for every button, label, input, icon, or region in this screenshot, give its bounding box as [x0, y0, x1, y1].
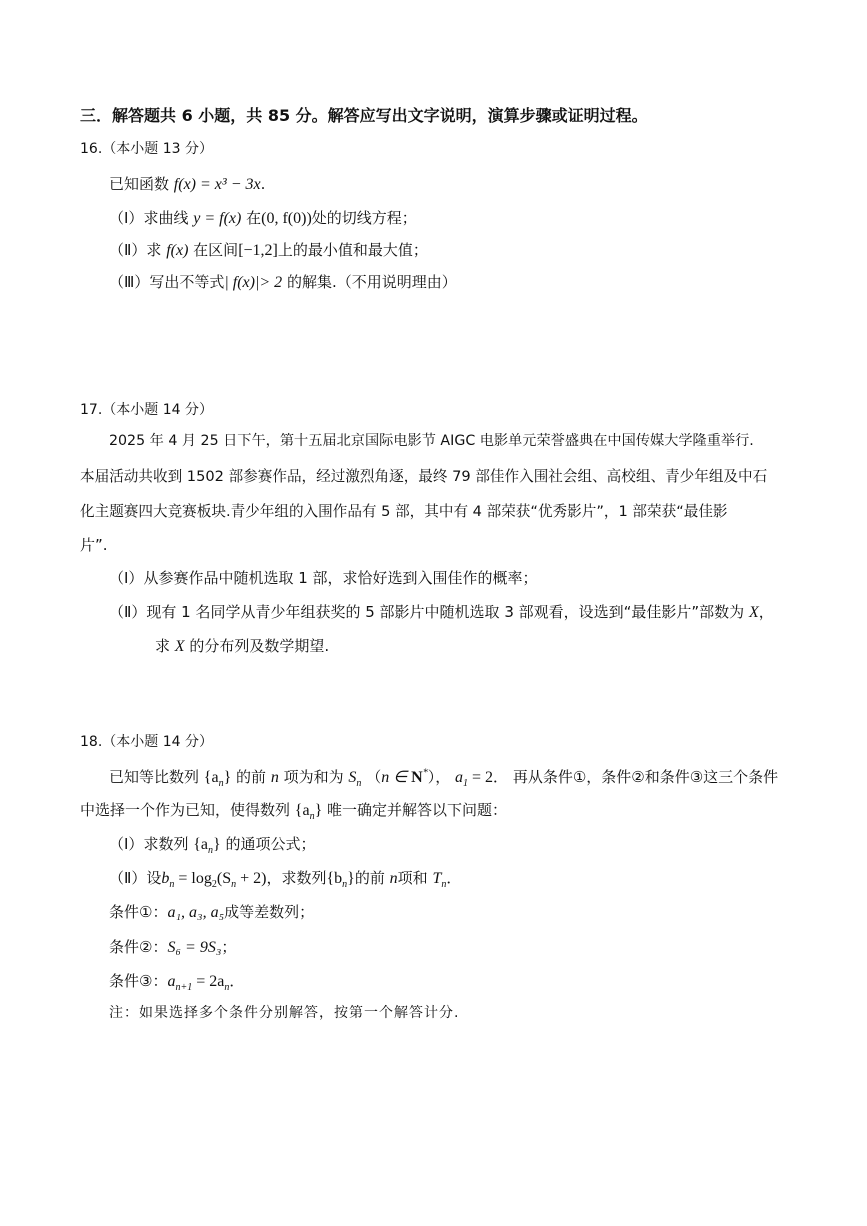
q18-p1-text-b: 的通项公式； — [225, 835, 316, 853]
q18-intro-line2-b: 唯一确定并解答以下问题： — [327, 801, 508, 819]
q18-c2-text: ； — [221, 938, 237, 956]
q18-part2 — [109, 868, 461, 889]
q17-p2-label: （Ⅱ） — [109, 603, 147, 621]
q18-p1-text-a: 求数列 — [143, 835, 189, 853]
q18-intro-line1 — [109, 767, 778, 788]
q17-part2 — [109, 602, 774, 623]
q18-seq-a-2: $\{a_n\}$ — [294, 802, 323, 823]
q18-c3-label: 条件③： — [109, 972, 168, 990]
q18-seq-a: $\{a_n\}$ — [203, 769, 232, 790]
q18-intro-line2-a: 中选择一个作为已知，使得数列 — [80, 801, 291, 819]
q18-p2-math: $b_n = \log_2(S_n + 2)$ — [161, 870, 267, 891]
q18-intro-line2 — [80, 800, 507, 821]
q16-p1-label: （Ⅰ） — [109, 209, 144, 227]
q18-paren-open: （ — [366, 768, 382, 786]
q17-part2-line2 — [155, 636, 329, 657]
q18-condition1 — [109, 902, 314, 923]
q18-s-var: $S_n$ — [348, 769, 362, 790]
q18-p2-label: （Ⅱ） — [109, 869, 147, 887]
q17-part1 — [109, 568, 538, 588]
q18-intro-b: 的前 — [236, 768, 267, 786]
q16-p1-math-a: y = f(x) — [193, 210, 242, 227]
q16-p3-math-a: | f(x)|> 2 — [224, 274, 283, 291]
q18-p2-text-d: 项和 — [397, 869, 428, 887]
q17-p1-label: （Ⅰ） — [109, 569, 144, 587]
q18-c3-math: $a_{n+1} = 2a_n$ — [167, 973, 230, 994]
q18-seq-b: $\{b_n\}$ — [326, 870, 355, 891]
q17-p2-line2-b: 的分布列及数学期望. — [189, 637, 330, 655]
q18-cond: n ∈ N* — [381, 767, 428, 786]
q16-p2-text-b: 在区间 — [193, 241, 239, 259]
q18-c1-label: 条件①： — [109, 903, 168, 921]
q16-p1-math-b: (0, f(0)) — [261, 210, 312, 227]
q16-p3-text-b: 的解集.（不用说明理由） — [286, 273, 457, 291]
q18-n-var: n — [270, 769, 279, 786]
q16-p1-text-b: 在 — [246, 209, 262, 227]
q18-paren-close: ）， — [427, 768, 451, 786]
q17-header: 17.（本小题 14 分） — [80, 402, 213, 418]
q16-p1-text-a: 求曲线 — [143, 209, 189, 227]
q16-p2-label: （Ⅱ） — [109, 241, 147, 259]
q16-p1-text-c: 处的切线方程； — [311, 209, 417, 227]
q18-intro-a: 已知等比数列 — [109, 768, 200, 786]
q18-p2-text-c: 的前 — [354, 869, 385, 887]
q17-p2-text: 现有 1 名同学从青少年组获奖的 5 部影片中随机选取 3 部观看，设选到“最佳影片”部数为 — [146, 603, 745, 621]
q17-p2-line2-a: 求 — [155, 637, 171, 655]
q16-p2-text-a: 求 — [146, 241, 162, 259]
q18-c3-text: ． — [229, 972, 245, 990]
q16-function-def: f(x) = x³ − 3x — [173, 176, 261, 193]
q17-p1-text: 从参赛作品中随机选取 1 部，求恰好选到入围佳作的概率； — [143, 569, 538, 587]
q16-header: 16.（本小题 13 分） — [80, 141, 213, 157]
q17-para-line4: 片”. — [80, 536, 108, 554]
q18-condition2 — [109, 937, 236, 958]
q17-p2-line2-var: X — [174, 638, 185, 655]
q16-intro: 已知函数 f(x) = x³ − 3x. — [109, 175, 266, 193]
section-heading: 三．解答题共 6 小题，共 85 分。解答应写出文字说明，演算步骤或证明过程。 — [80, 106, 648, 125]
q18-c1-math: a₁, a₃, a₅ — [167, 904, 225, 921]
q16-part2 — [109, 240, 428, 261]
q17-para-line2: 本届活动共收到 1502 部参赛作品，经过激烈角逐，最终 79 部佳作入围社会组、高校组、青少年组及中石 — [80, 468, 768, 485]
q18-c2-label: 条件②： — [109, 938, 168, 956]
q18-c1-text: 成等差数列； — [224, 903, 315, 921]
q16-intro-text: 已知函数 — [109, 175, 170, 193]
q17-p2-var: X — [748, 604, 759, 621]
q16-p2-text-c: 上的最小值和最大值； — [277, 241, 428, 259]
q18-intro-d: ． 再从条件①，条件②和条件③这三个条件 — [493, 768, 779, 786]
q18-intro-c: 项为和为 — [283, 768, 344, 786]
q18-p1-label: （Ⅰ） — [109, 835, 144, 853]
q18-c2-math: S₆ = 9S₃ — [167, 939, 222, 956]
q18-note: 注：如果选择多个条件分别解答，按第一个解答计分. — [109, 1005, 460, 1021]
q16-p3-text-a: 写出不等式 — [149, 273, 225, 291]
q18-p2-end: ． — [446, 869, 462, 887]
q16-p3-label: （Ⅲ） — [109, 273, 150, 291]
q18-a1: $a_1 = 2$ — [455, 769, 494, 790]
q16-part3 — [109, 272, 457, 293]
q17-p2-end: ， — [758, 603, 774, 621]
q16-p2-math-b: [−1,2] — [238, 242, 278, 259]
q17-para-line1: 2025 年 4 月 25 日下午，第十五届北京国际电影节 AIGC 电影单元荣誉盛典在中国传媒大学隆重举行. — [109, 433, 754, 449]
q18-p2-text-b: ，求数列 — [266, 869, 327, 887]
q18-seq-a-3: $\{a_n\}$ — [193, 836, 221, 857]
q17-para-line3: 化主题赛四大竞赛板块.青少年组的入围作品有 5 部，其中有 4 部荣获“优秀影片”，1 部荣获“最佳影 — [80, 503, 728, 520]
q18-p2-n: n — [389, 870, 398, 887]
q16-part1 — [109, 208, 417, 229]
q16-p2-math-a: f(x) — [166, 242, 189, 259]
q18-part1 — [109, 834, 316, 855]
q18-p2-T: $T_n$ — [432, 870, 447, 891]
q18-p2-text-a: 设 — [146, 869, 162, 887]
q18-condition3 — [109, 971, 244, 992]
q18-header: 18.（本小题 14 分） — [80, 734, 213, 750]
